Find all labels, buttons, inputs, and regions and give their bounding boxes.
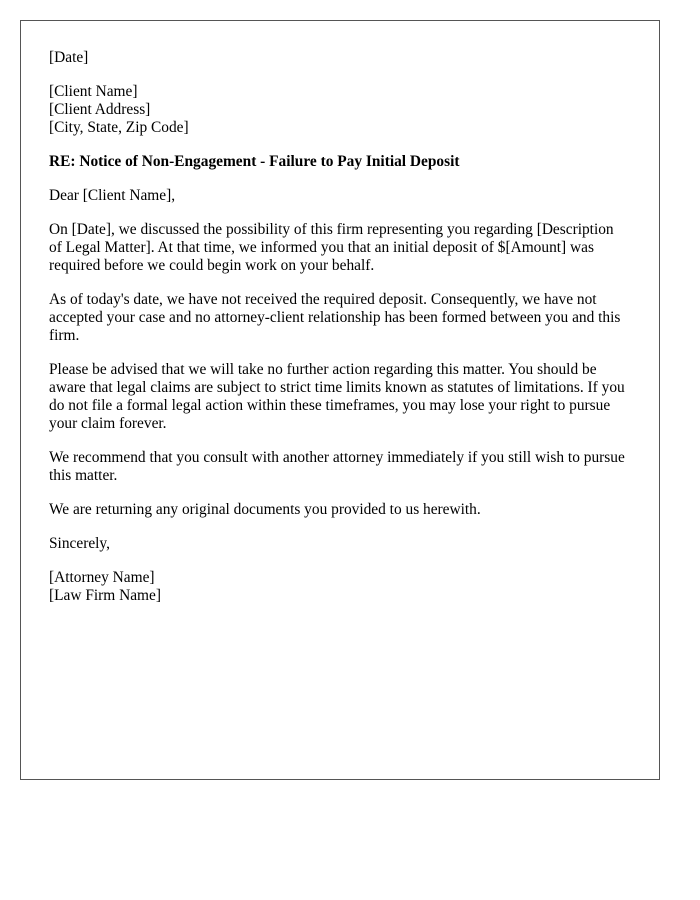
signature-firm: [Law Firm Name]: [49, 587, 161, 604]
letter-subject: RE: Notice of Non-Engagement - Failure to Pay Initial Deposit: [49, 153, 460, 170]
paragraph-2: As of today's date, we have not received the required deposit. Consequently, we have not accepted your case and no attorney-client relationship has been formed between you and this firm.: [49, 291, 621, 344]
paragraph-4: We recommend that you consult with another attorney immediately if you still wish to pursue this matter.: [49, 449, 625, 484]
letter-date: [Date]: [49, 49, 89, 66]
subject-block: [49, 153, 627, 171]
paragraph-1: On [Date], we discussed the possibility of this firm representing you regarding [Description of Legal Matter]. At that time, we informed you that an initial deposit of $[Amount] was required before we could begin work on your behalf.: [49, 221, 614, 274]
signature-block: [49, 569, 627, 605]
letter-salutation: Dear [Client Name],: [49, 187, 176, 204]
paragraph-5: We are returning any original documents you provided to us herewith.: [49, 501, 481, 518]
recipient-address: [Client Address]: [49, 101, 151, 118]
recipient-city-state-zip: [City, State, Zip Code]: [49, 119, 189, 136]
signature-attorney: [Attorney Name]: [49, 569, 155, 586]
letter-page: [20, 20, 660, 780]
letter-date-block: [49, 49, 627, 67]
closing-block: [49, 535, 627, 553]
recipient-block: [49, 83, 627, 137]
letter-closing: Sincerely,: [49, 535, 110, 552]
letter-body: [49, 49, 627, 621]
paragraph-3: Please be advised that we will take no further action regarding this matter. You should be aware that legal claims are subject to strict time limits known as statutes of limitations. If you do not file a formal legal action within these timeframes, you may lose your right to pursue your claim forever.: [49, 361, 625, 432]
salutation-block: [49, 187, 627, 205]
recipient-name: [Client Name]: [49, 83, 138, 100]
